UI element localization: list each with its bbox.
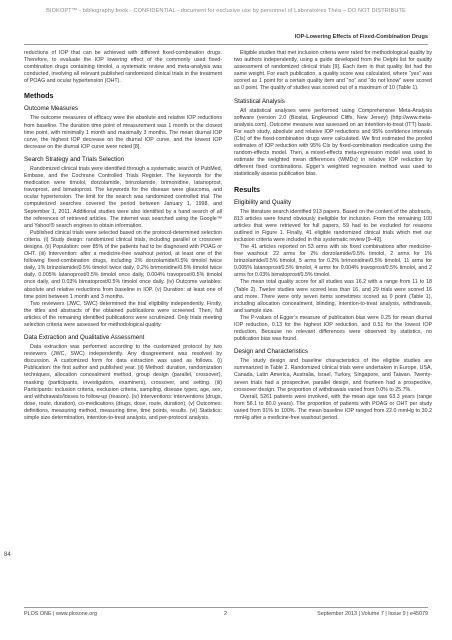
paragraph-text: All statistical analyses were performed using Comprehensive Meta-Analysis software (version 2.0 (Biostat, Englewood Cliffs, New Jersey) (http://www.meta-analysis.com). Outcome measure was assessed on an intention-to-treat (ITT) basis. For each study, absolute and relative IOP reductions and 95% confidence intervals (CIs) of the fixed-combination drugs were calculated. We first estimated the pooled estimates of IOP reduction with 95% CIs by fixed-combination medication using the random-effects model. Then, a mixed-effects meta-regression model was used to estimate the weighted mean differences (WMDs) in relative IOP reduction by different fixed combinations. Egger’s weighted regression method was used to statistically assess publication bias. — [234, 107, 432, 178]
body-paragraph — [24, 166, 222, 230]
body-paragraph — [24, 230, 222, 301]
header-rule — [24, 44, 428, 45]
left-column — [24, 50, 222, 600]
subsection-heading: Outcome Measures — [24, 105, 78, 113]
right-column — [234, 50, 432, 600]
body-paragraph — [234, 108, 432, 179]
footer-issue: September 2013 | Volume 7 | Issue 9 | e45079 — [317, 611, 428, 617]
body-paragraph — [234, 358, 432, 393]
paragraph-text: Overall, 5261 patients were involved, with the mean age was 63.3 years (range from 56.1 to 80.0 years). The proportion of patients with POAG or OHT per study varied from 91% to 100%. The mean baseline IOP ranged from 22.0 mmHg to 30.2 mmHg after a medicine-free washout period. — [234, 393, 432, 422]
subsection-heading: Design and Characteristics — [234, 348, 308, 356]
paragraph-text: The P-values of Egger’s measure of publication bias were 0.25 for mean diurnal IOP reduction, 0.13 for the highest IOP reduction, and 0.51 for the lowest IOP reduction. Because no relevant differences were observed by statistics, no publication bias was found. — [234, 314, 432, 343]
footer-journal: PLOS ONE | www.plosone.org — [24, 611, 98, 617]
confidential-banner: BIOKOPT™ - bibliography book - CONFIDENTIAL - document for exclusive use by personnel of Laboratoires Théa – DO NOT DISTRIBUTE — [46, 8, 406, 14]
section-heading: Results — [234, 184, 260, 194]
margin-page-number: 84 — [4, 552, 11, 558]
paragraph-text: The outcome measures of efficacy were the absolute and relative IOP reductions from baseline. The duration time point of measurement was 1 month or the closest time point, with minimally 1 month and maximally 3 months. The mean diurnal IOP curve, the highest IOP decrease on the diurnal IOP curve, and the lowest IOP decrease on the diurnal IOP curve were noted [8]. — [24, 115, 222, 150]
paragraph-text: Published clinical trials were selected based on the protocol-determined selection criteria. (i) Study design: randomized clinical trials, including parallel or crossover designs. (ii) Population: over 85% of the patients had to be diagnosed with POAG or OHT. (iii) Intervention: after a medicine-free washout period, at least one of the following fixed-combination drugs, including 2% dorzolamide/0.5% timolol twice daily, 1% brinzolamide/0.5% timolol twice daily, 0.2% brimonidine/0.5% timolol twice daily, 0.005% latanoprost/0.5% timolol once daily, 0.004% travoprost/0.5% timolol once daily, and 0.03% bimatoprost/0.5% timolol once daily. (iv) Outcome variables: absolute and relative reductions from baseline in IOP. (v) Duration: at least one of time point between 1 month and 3 months. — [24, 229, 222, 300]
body-paragraph — [234, 244, 432, 279]
body-paragraph — [24, 115, 222, 150]
body-paragraph — [24, 301, 222, 329]
paragraph-text: The study design and baseline characteristics of the eligible studies are summarized in Table 2. Randomized clinical trials were undertaken in Europe, USA, Canada, Latin America, Australia, Israel, Turkey, Singapore, and Taiwan. Twenty-seven trials had a prospective, parallel design, and fourteen had a prospective, crossover design. The proportion of withdrawals varied from 0.0% to 25.7%. — [234, 358, 432, 393]
body-paragraph — [234, 50, 432, 93]
subsection-heading: Eligibility and Quality — [234, 198, 292, 206]
footer-page-number: 2 — [224, 611, 227, 617]
paragraph-text: Two reviewers (JWC, SWC) determined the trial eligibility independently. Firstly, the titles and abstracts of the obtained publications were screened. Then, full articles of the remaining identified publications were scrutinized. Only trials meeting selection criteria were assessed for methodological quality. — [24, 300, 222, 328]
footer-rule — [24, 607, 428, 608]
paragraph-text: The literature search identified 913 papers. Based on the content of the abstracts, 813 articles were found obviously ineligible for inclusion. From the remaining 100 articles that were retrieved for full papers, 59 had to be excluded for reasons outlined in Figure 1. Finally, 41 eligible randomized clinical trials which met our inclusion criteria were included in this systematic review [9–49]. — [234, 208, 432, 243]
body-paragraph — [234, 209, 432, 244]
body-paragraph — [24, 344, 222, 422]
body-paragraph — [24, 50, 222, 85]
running-head: IOP-Lowering Effects of Fixed-Combination Drugs — [294, 34, 428, 40]
paragraph-text: The mean total quality score for all studies was 16.2 with a range from 11 to 18 (Table 2). Twelve studies were scored less than 16, and 29 trials were scored 16 and more. There were only seven items sometimes scored as 0 point (Table 1), including allocation concealment, blinding, intention-to-treat analysis, withdrawals, and sample size. — [234, 279, 432, 314]
paragraph-text: Data extraction was performed according to the customized protocol by two reviewers (JWC, SWC) independently. Any disagreement was resolved by discussion. A customized form for data extraction was used as follows. (i) Publication: the first author and published year. (ii) Method: duration, randomization techniques, allocation concealment method, group design (parallel, crossover), masking (participants, investigators, examiners), crossover, and setting. (iii) Participants: inclusion criteria, exclusion criteria, sampling, disease types, age, sex, and withdrawals/losses to follow-up (reason). (iv) Interventions: interventions (drugs, dose, route, duration), co-medications (drugs, dose, route, duration), (v) Outcomes: definitions, measuring method, measuring time, time points, results. (vi) Statistics: simple size determination, intention-to-treat analysis, and per-protocol analysis. — [24, 344, 222, 422]
subsection-heading: Statistical Analysis — [234, 97, 285, 105]
paragraph-text: The 41 articles reported on 53 arms with six fixed combinations after medicine-free washout: 22 arms for 2% dorzolamide/0.5% timolol, 2 arms for 1% brinzolamide/0.5% timolol, 5 arms for 0.2% brimonidine/0.5% timolol, 11 arms for 0.005% latanoprost/0.5% timolol, 4 arms for 0.004% travoprost/0.5% timolol, and 2 arms for 0.03% bimatoprost/0.5% timolol. — [234, 243, 432, 279]
paragraph-text: Eligible studies that met inclusion criteria were rated for methodological quality by two authors independently, using a guide developed from the Delphi list for quality assessment of randomized clinical trials [9]. Each item in that quality list had the same weight. For each publication, a quality score was calculated, where “yes” was scored as 1 point for a certain quality item and “no” and “do not know” were scored as 0 point. The quality of studies was scored out of a maximum of 10 (Table 1). — [234, 50, 432, 92]
section-heading: Methods — [24, 91, 54, 101]
subsection-heading: Data Extraction and Qualitative Assessment — [24, 334, 145, 342]
subsection-heading: Search Strategy and Trials Selection — [24, 155, 125, 163]
paragraph-text: Randomized clinical trials were identified through a systematic search of PubMed, Embase, and the Cochrane Controlled Trials Register. The keywords for the medication were timolol, dorzolamide, brinzolamide, brimonidine, latanoprost, travoprost, and bimatoprost. The keywords for the disease were glaucoma, and ocular hypertension. The limit for the search was randomized controlled trial. The computerized searches covered the period between January 1, 1998, and September 1, 2011. Additional studies were also identified by a hand search of all the references of retrieved articles. The internet was searched using the Google™ and Yahoo!® search engines to obtain information. — [24, 165, 222, 229]
body-paragraph — [234, 394, 432, 422]
body-paragraph — [234, 279, 432, 314]
paragraph-text: reductions of IOP that can be achieved with different fixed-combination drugs. Therefore, to evaluate the IOP lowering effect of the commonly used fixed-combination drugs containing timolol, a systematic review and meta-analysis was conducted, involving all relevant published randomized clinical trials in the treatment of POAG and ocular hypertension (OHT). — [24, 50, 222, 85]
body-paragraph — [234, 315, 432, 343]
